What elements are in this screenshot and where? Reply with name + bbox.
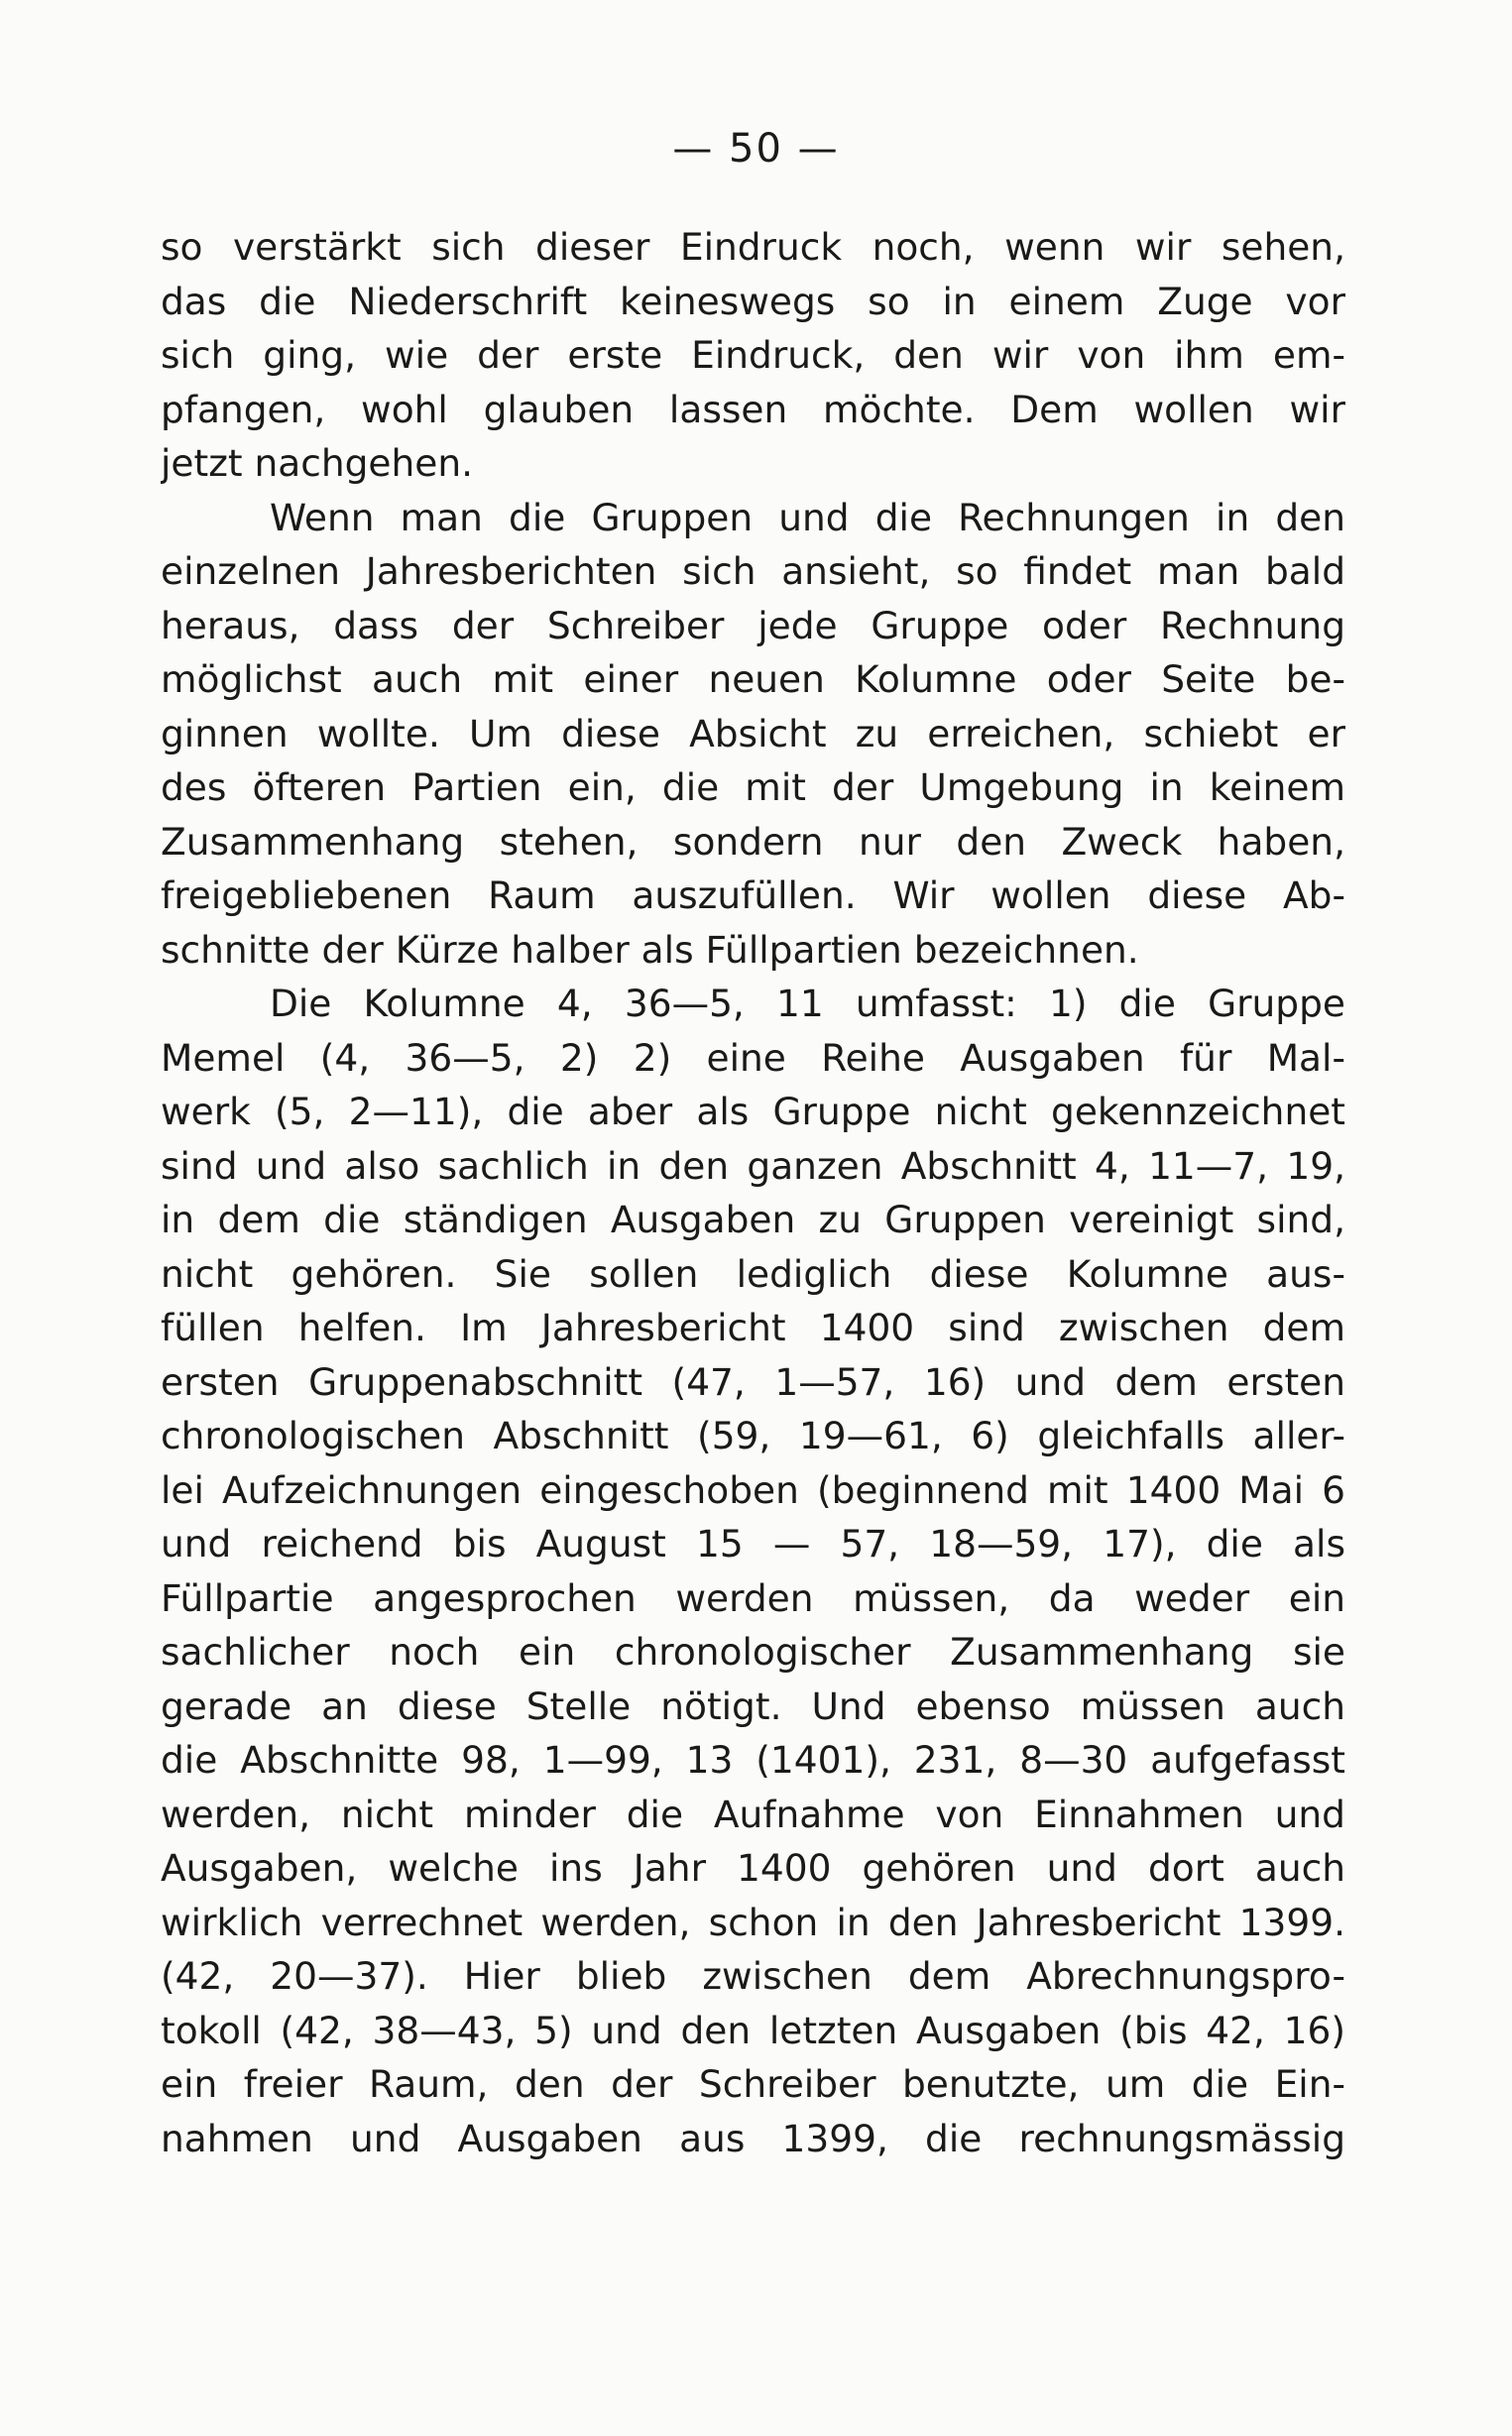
text-line: möglichst auch mit einer neuen Kolumne oder Seite be- <box>161 657 1345 701</box>
text-line: wirklich verrechnet werden, schon in den Jahresbericht 1399. <box>161 1900 1345 1944</box>
text-line: ginnen wollte. Um diese Absicht zu erreichen, schiebt er <box>161 711 1345 755</box>
text-line: Ausgaben, welche ins Jahr 1400 gehören und dort auch <box>161 1846 1345 1890</box>
text-line: werden, nicht minder die Aufnahme von Einnahmen und <box>161 1792 1345 1836</box>
paragraph-1 <box>161 220 1345 491</box>
text-line: chronologischen Abschnitt (59, 19—61, 6) gleichfalls aller- <box>161 1414 1345 1457</box>
text-line: (42, 20—37). Hier blieb zwischen dem Abrechnungspro- <box>161 1954 1345 1998</box>
text-line: Wenn man die Gruppen und die Rechnungen in den <box>270 495 1345 539</box>
text-line: Füllpartie angesprochen werden müssen, da weder ein <box>161 1575 1345 1620</box>
text-line: sich ging, wie der erste Eindruck, den wir von ihm em- <box>161 333 1345 377</box>
text-line: das die Niederschrift keineswegs so in einem Zuge vor <box>161 279 1345 323</box>
text-line: einzelnen Jahresberichten sich ansieht, so findet man bald <box>161 549 1345 593</box>
text-line: gerade an diese Stelle nötigt. Und ebenso müssen auch <box>161 1683 1345 1728</box>
text-line: füllen helfen. Im Jahresbericht 1400 sind zwischen dem <box>161 1306 1345 1349</box>
text-line: lei Aufzeichnungen eingeschoben (beginnend mit 1400 Mai 6 <box>161 1467 1345 1512</box>
text-line: des öfteren Partien ein, die mit der Umgebung in keinem <box>161 765 1345 809</box>
text-line: die Abschnitte 98, 1—99, 13 (1401), 231, 8—30 aufgefasst <box>161 1738 1345 1782</box>
text-line: ein freier Raum, den der Schreiber benutzte, um die Ein- <box>161 2062 1345 2106</box>
text-line: jetzt nachgehen. <box>161 441 474 485</box>
text-line: pfangen, wohl glauben lassen möchte. Dem wollen wir <box>161 387 1345 431</box>
text-line: sind und also sachlich in den ganzen Abschnitt 4, 11—7, 19, <box>161 1143 1345 1188</box>
text-line: Zusammenhang stehen, sondern nur den Zweck haben, <box>161 819 1345 864</box>
paragraph-2 <box>161 491 1345 978</box>
text-line: heraus, dass der Schreiber jede Gruppe oder Rechnung <box>161 603 1345 647</box>
text-line: Memel (4, 36—5, 2) 2) eine Reihe Ausgaben für Mal- <box>161 1035 1345 1080</box>
text-line: freigebliebenen Raum auszufüllen. Wir wollen diese Ab- <box>161 873 1345 917</box>
text-line: ersten Gruppenabschnitt (47, 1—57, 16) und dem ersten <box>161 1359 1345 1404</box>
body-text <box>161 220 1345 2165</box>
text-line: so verstärkt sich dieser Eindruck noch, wenn wir sehen, <box>161 225 1345 269</box>
text-line: in dem die ständigen Ausgaben zu Gruppen vereinigt sind, <box>161 1198 1345 1241</box>
text-line: werk (5, 2—11), die aber als Gruppe nicht gekennzeichnet <box>161 1090 1345 1133</box>
text-line: und reichend bis August 15 — 57, 18—59, 17), die als <box>161 1522 1345 1566</box>
text-line: Die Kolumne 4, 36—5, 11 umfasst: 1) die Gruppe <box>270 982 1345 1025</box>
text-line: schnitte der Kürze halber als Füllpartien bezeichnen. <box>161 927 1139 972</box>
text-line: tokoll (42, 38—43, 5) und den letzten Ausgaben (bis 42, 16) <box>161 2008 1345 2052</box>
text-line: sachlicher noch ein chronologischer Zusammenhang sie <box>161 1630 1345 1674</box>
text-line: nahmen und Ausgaben aus 1399, die rechnungsmässig <box>161 2116 1345 2160</box>
page-number: — 50 — <box>672 126 840 172</box>
text-line: nicht gehören. Sie sollen lediglich diese Kolumne aus- <box>161 1251 1345 1296</box>
paragraph-3 <box>161 977 1345 2165</box>
